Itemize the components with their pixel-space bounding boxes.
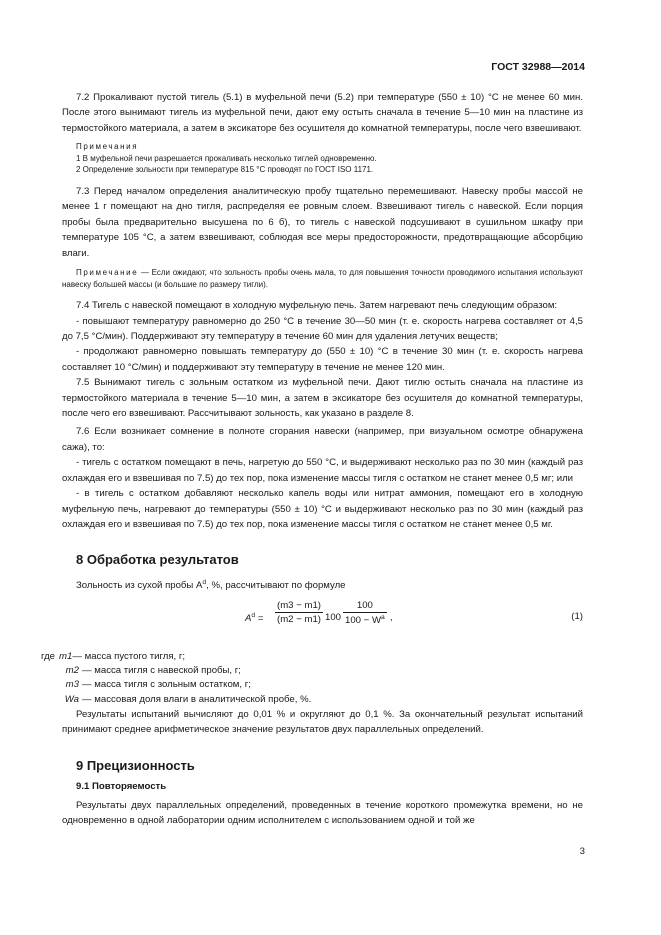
section-9-heading: 9 Прецизионность xyxy=(76,757,195,773)
where-lead: где xyxy=(41,650,56,662)
definition-symbol: m1 xyxy=(59,650,73,662)
fraction-2-denominator-sup: a xyxy=(381,613,385,621)
standard-header: ГОСТ 32988—2014 xyxy=(491,61,585,73)
intro-sup: d xyxy=(202,579,207,587)
page-number: 3 xyxy=(579,846,585,857)
definition-row xyxy=(41,650,583,664)
fraction-1-denominator: (m2 − m1) xyxy=(277,613,321,625)
definition-text: — массовая доля влаги в аналитической пробе, %. xyxy=(82,693,312,705)
paragraph-7-4: 7.4 Тигель с навеской помещают в холодную муфельную печь. Затем нагревают печь следующим образом: xyxy=(76,300,558,312)
results-paragraph: Результаты испытаний вычисляют до 0,01 % и округляют до 0,1 %. За окончательный результат испытаний принимают среднее арифметическое значение результатов двух параллельных определений. xyxy=(62,708,583,736)
formula-fraction-1 xyxy=(275,600,323,625)
paragraph-7-4-item-a: - повышают температуру равномерно до 250 °С в течение 30—50 мин (т. е. скорость нагрева составляет от 4,5 до 7,5 °С/мин). Поддерживают эту температуру в течение 60 мин для удаления летучих веществ; xyxy=(62,315,583,343)
definition-symbol: m3 xyxy=(65,679,79,691)
definition-row xyxy=(62,664,583,678)
section-9-1-heading: 9.1 Повторяемость xyxy=(76,780,167,792)
notes-title: Примечания xyxy=(76,142,139,152)
paragraph-7-5: 7.5 Вынимают тигель с зольным остатком из муфельной печи. Дают тиглю остыть сначала на пластине из термостойкого материала в течение 5—10 мин, а затем в эксикаторе без осушителя до комнатной температуры, после чего его взвешивают. Рассчитывают зольность, как указано в разделе 8. xyxy=(62,377,583,420)
document-body xyxy=(41,90,583,828)
note-text: — Если ожидают, что зольность пробы очень мала, то для повышения точности проводимого испытания используют навеску большей массы (и большие по размеру тигли). xyxy=(62,268,583,289)
paragraph-7-6-item-a: - тигель с остатком помещают в печь, нагретую до 550 °С, и выдерживают несколько раз по 30 мин (каждый раз охлаждая его и взвешивая по 7.5) до тех пор, пока изменение массы тигля с остатком не станет менее 0,5 мг; или xyxy=(62,457,583,484)
fraction-1-numerator: (m3 − m1) xyxy=(277,599,321,611)
formula-lhs xyxy=(245,612,263,624)
paragraph-7-2: 7.2 Прокаливают пустой тигель (5.1) в муфельной печи (5.2) при температуре (550 ± 10) °С не менее 60 мин. После этого вынимают тигель из муфельной печи, дают ему остыть сначала в течение 5—10 мин на пластине из термостойкого материала, а затем в эксикаторе без осушителя до комнатной температуры, после чего взвешивают. xyxy=(62,92,583,134)
notes-block xyxy=(62,141,583,176)
paragraph-7-3: 7.3 Перед началом определения аналитическую пробу тщательно перемешивают. Навеску пробы массой не менее 1 г помещают на дно тигля, распределяя ее ровным слоем. Взвешивают тигель с навеской. Если порция пробы была предварительно высушена по 6 б), то тигель с навеской подсушивают в сушильном шкафу при температуре 105 °С, а затем взвешивают, соблюдая все меры предосторожности, предотвращающие абсорбцию влаги. xyxy=(62,186,583,259)
note-label: Примечание xyxy=(76,268,139,278)
definition-row xyxy=(62,693,583,707)
section-8-intro xyxy=(62,575,583,594)
definition-text: — масса тигля с зольным остатком, г; xyxy=(82,679,251,691)
paragraph-7-4-item-b: - продолжают равномерно повышать температуру до (550 ± 10) °С в течение 30 мин (т. е. скорость нагрева составляет 10 °С/мин) и поддерживают эту температуру в течение не менее 120 мин. xyxy=(62,346,583,373)
formula-fraction-2 xyxy=(343,600,387,626)
fraction-2-denominator xyxy=(343,613,387,626)
formula-1 xyxy=(62,598,583,644)
paragraph-7-6-item-b: - в тигель с остатком добавляют несколько капель воды или нитрат аммония, помещают его в холодную муфельную печь, нагревают до температуры (550 ± 10) °С и выдерживают несколько раз по 30 мин (каждый раз охлаждая его и взвешивая по 7.5) до тех пор, пока изменение массы тигля с остатком не станет менее 0,5 мг. xyxy=(62,488,583,530)
variable-definitions xyxy=(41,650,583,707)
formula-symbol-sup: d xyxy=(251,611,256,619)
section-8-heading: 8 Обработка результатов xyxy=(76,552,239,568)
note-7-3 xyxy=(62,267,583,290)
formula-equals: = xyxy=(257,613,264,625)
formula-symbol: A xyxy=(245,613,252,625)
definition-row xyxy=(62,678,583,692)
definition-text: — масса пустого тигля, г; xyxy=(72,650,186,662)
definition-symbol: m2 xyxy=(65,665,79,677)
fraction-2-denominator-text: 100 − W xyxy=(345,615,381,627)
intro-text: Зольность из сухой пробы A xyxy=(76,580,203,592)
paragraph-7-6: 7.6 Если возникает сомнение в полноте сгорания навески (например, при визуальном осмотре обнаружена сажа), то: xyxy=(62,426,583,453)
definition-symbol: Wa xyxy=(64,693,79,705)
formula-number: (1) xyxy=(571,610,583,622)
definition-text: — масса тигля с навеской пробы, г; xyxy=(82,665,241,677)
formula-multiplier: 100 xyxy=(325,611,342,623)
fraction-2-numerator: 100 xyxy=(343,600,387,613)
note-2: 2 Определение зольности при температуре 815 °С проводят по ГОСТ ISO 1171. xyxy=(76,165,374,175)
formula-tail: , xyxy=(390,611,393,623)
intro-tail: , %, рассчитывают по формуле xyxy=(206,580,346,592)
paragraph-9-1: Результаты двух параллельных определений, проведенных в течение короткого промежутка времени, но не одновременно в одной лаборатории одним исполнителем с использованием одной и той же xyxy=(62,799,583,826)
note-1: 1 В муфельной печи разрешается прокаливать несколько тиглей одновременно. xyxy=(76,153,377,163)
